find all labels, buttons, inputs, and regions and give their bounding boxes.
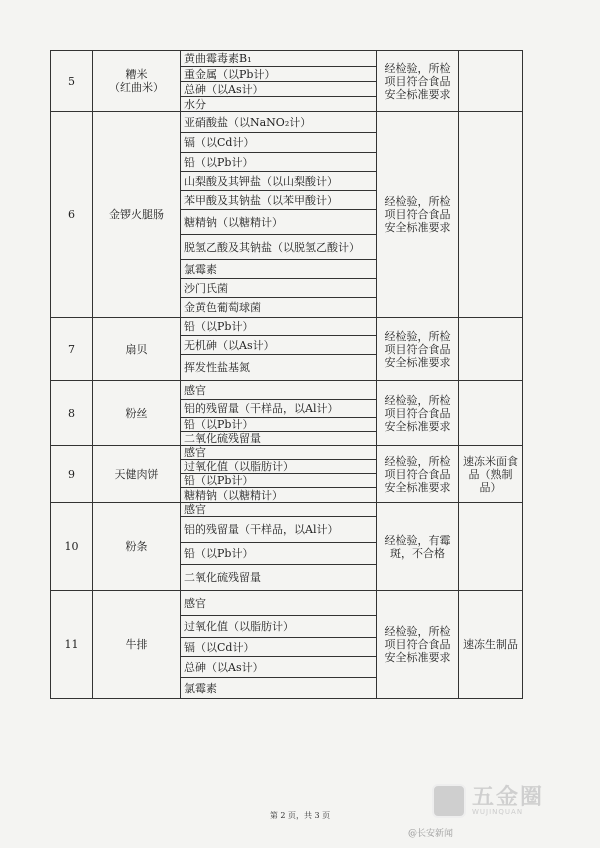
conclusion: 经检验，所检项目符合食品安全标准要求: [377, 381, 459, 446]
remark: [459, 51, 523, 112]
test-item: 感官: [181, 591, 377, 616]
table-row: [51, 112, 523, 133]
table-row: [51, 446, 523, 460]
test-item: 水分: [181, 97, 377, 112]
brand-logo-icon: [432, 784, 466, 818]
table-row: [51, 503, 523, 517]
table-row: [51, 51, 523, 67]
test-item: 糖精钠（以糖精计）: [181, 210, 377, 235]
row-number: 6: [51, 112, 93, 318]
test-item: 铅（以Pb计）: [181, 543, 377, 565]
test-item: 感官: [181, 503, 377, 517]
test-item: 亚硝酸盐（以NaNO₂计）: [181, 112, 377, 133]
test-item: 无机砷（以As计）: [181, 336, 377, 355]
test-item: 总砷（以As计）: [181, 657, 377, 678]
test-item: 糖精钠（以糖精计）: [181, 488, 377, 503]
table-row: [51, 318, 523, 336]
test-item: 感官: [181, 446, 377, 460]
conclusion: 经检验，所检项目符合食品安全标准要求: [377, 591, 459, 699]
test-item: 感官: [181, 381, 377, 400]
test-item: 苯甲酸及其钠盐（以苯甲酸计）: [181, 191, 377, 210]
test-item: 山梨酸及其钾盐（以山梨酸计）: [181, 172, 377, 191]
row-number: 5: [51, 51, 93, 112]
test-item: 镉（以Cd计）: [181, 638, 377, 657]
weibo-watermark: @长安新闻: [408, 829, 454, 839]
test-item: 铝的残留量（干样品，以Al计）: [181, 400, 377, 418]
table-row: [51, 591, 523, 616]
product-name: 糟米 （红曲米）: [93, 51, 181, 112]
test-item: 挥发性盐基氮: [181, 355, 377, 381]
product-name: 粉丝: [93, 381, 181, 446]
test-item: 铅（以Pb计）: [181, 418, 377, 432]
product-name: 金锣火腿肠: [93, 112, 181, 318]
page-footer: 第 2 页，共 3 页: [269, 811, 331, 820]
test-item: 总砷（以As计）: [181, 82, 377, 97]
brand-sub: WUJINQUAN: [472, 808, 524, 816]
test-item: 铝的残留量（干样品，以Al计）: [181, 517, 377, 543]
remark: 速冻米面食品（熟制品）: [459, 446, 523, 503]
test-item: 过氧化值（以脂肪计）: [181, 616, 377, 638]
test-item: 铅（以Pb计）: [181, 474, 377, 488]
product-name: 天健肉饼: [93, 446, 181, 503]
test-item: 铅（以Pb计）: [181, 153, 377, 172]
test-item: 二氧化硫残留量: [181, 565, 377, 591]
conclusion: 经检验，所检项目符合食品安全标准要求: [377, 318, 459, 381]
conclusion: 经检验，所检项目符合食品安全标准要求: [377, 446, 459, 503]
brand-watermark: [432, 778, 582, 824]
test-item: 沙门氏菌: [181, 279, 377, 298]
row-number: 11: [51, 591, 93, 699]
remark: [459, 381, 523, 446]
test-item: 二氧化硫残留量: [181, 432, 377, 446]
row-number: 8: [51, 381, 93, 446]
test-item: 氯霉素: [181, 260, 377, 279]
conclusion: 经检验，所检项目符合食品安全标准要求: [377, 51, 459, 112]
table-row: [51, 381, 523, 400]
product-name: 粉条: [93, 503, 181, 591]
product-name: 扇贝: [93, 318, 181, 381]
test-item: 铅（以Pb计）: [181, 318, 377, 336]
conclusion: 经检验，有霉斑，不合格: [377, 503, 459, 591]
remark: [459, 112, 523, 318]
row-number: 9: [51, 446, 93, 503]
conclusion: 经检验，所检项目符合食品安全标准要求: [377, 112, 459, 318]
test-item: 金黄色葡萄球菌: [181, 298, 377, 318]
brand-name: 五金圈: [472, 785, 545, 810]
product-name: 牛排: [93, 591, 181, 699]
remark: [459, 318, 523, 381]
remark: [459, 503, 523, 591]
test-item: 镉（以Cd计）: [181, 133, 377, 153]
row-number: 10: [51, 503, 93, 591]
remark: 速冻生制品: [459, 591, 523, 699]
test-item: 重金属（以Pb计）: [181, 67, 377, 82]
test-item: 脱氢乙酸及其钠盐（以脱氢乙酸计）: [181, 235, 377, 260]
test-item: 黄曲霉毒素B₁: [181, 51, 377, 67]
test-item: 氯霉素: [181, 678, 377, 699]
test-item: 过氧化值（以脂肪计）: [181, 460, 377, 474]
inspection-table: [50, 50, 523, 699]
row-number: 7: [51, 318, 93, 381]
